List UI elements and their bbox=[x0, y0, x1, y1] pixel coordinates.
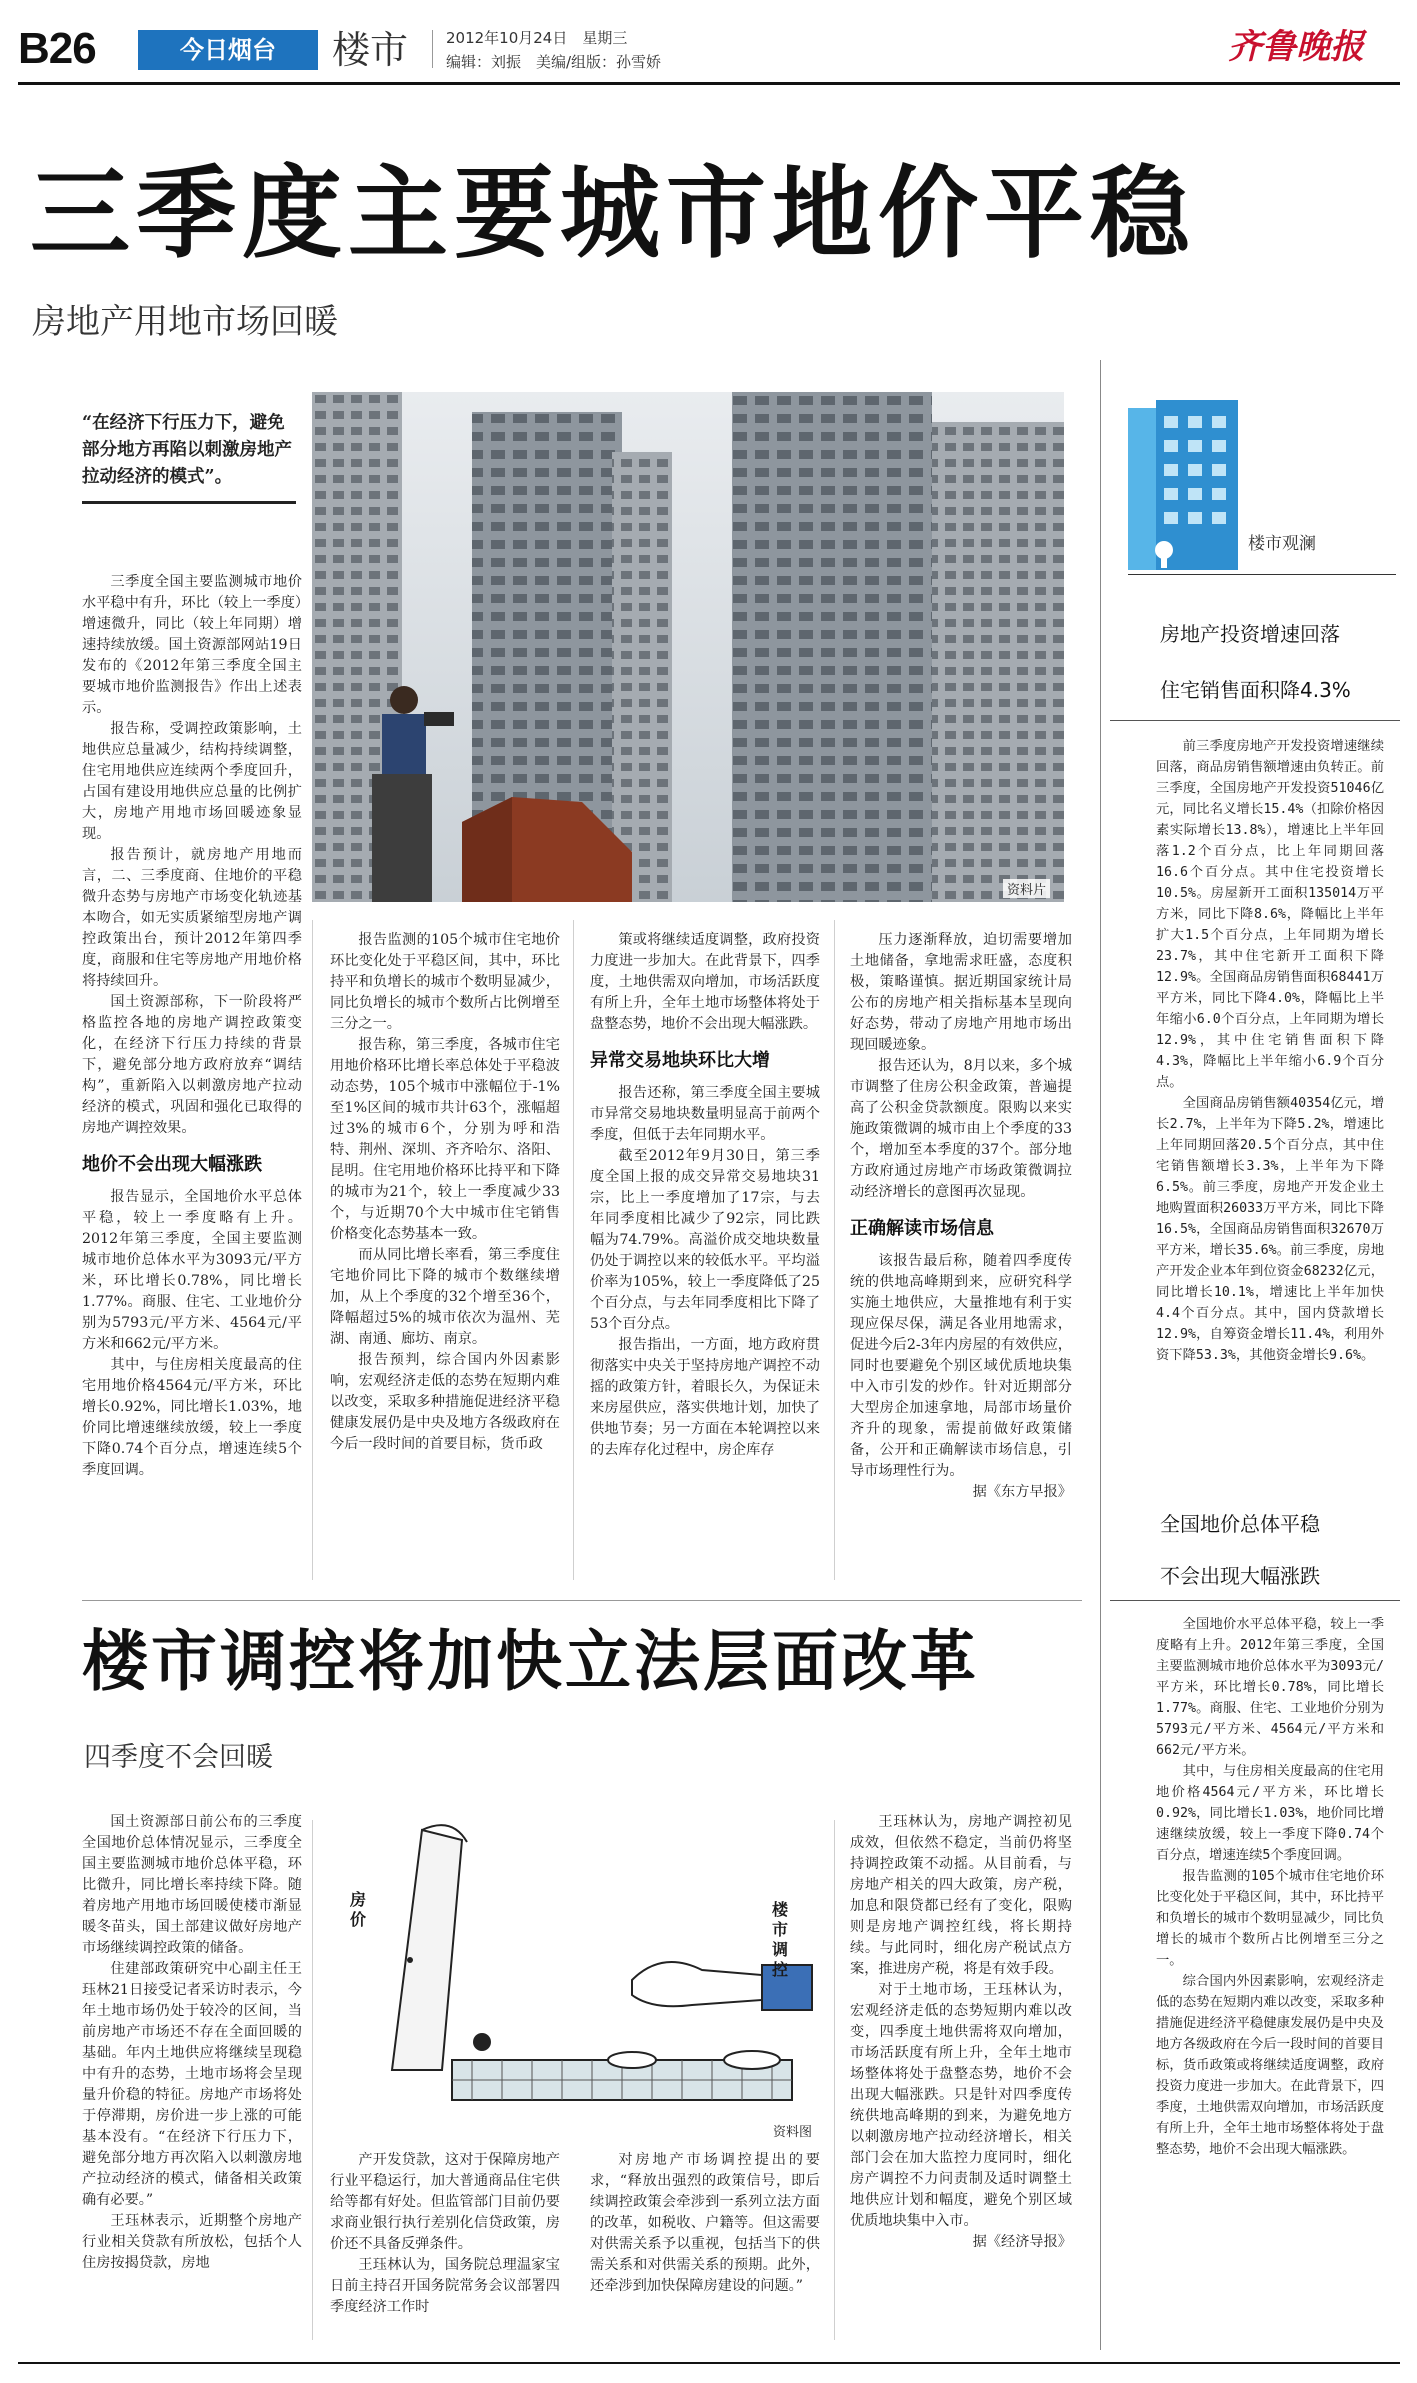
column-divider bbox=[834, 1820, 835, 2340]
paragraph: 报告还认为，8月以来，多个城市调整了住房公积金政策，普遍提高了公积金贷款额度。限购以来实施政策微调的城市由上个季度的33个，增加至本季度的37个。部分地方政府通过房地产市场政策微调拉动经济增长的意图再次显现。 bbox=[850, 1058, 1072, 1200]
editor-line: 编辑：刘振 美编/组版：孙雪娇 bbox=[446, 53, 662, 71]
section-tag: 今日烟台 bbox=[138, 30, 318, 70]
section-subhead: 正确解读市场信息 bbox=[850, 1218, 994, 1239]
paragraph: 产开发贷款，这对于保障房地产行业平稳运行，加大普通商品住宅供给等都有好处。但监管部门目前仍要求商业银行执行差别化信贷政策，房价还不具备反弹条件。 bbox=[330, 2152, 560, 2252]
paragraph: 国土资源部称，下一阶段将严格监控各地的房地产调控政策变化，在经济下行压力持续的背景下，避免部分地方政府放弃“调结构”，重新陷入以刺激房地产拉动经济的模式，巩固和强化已取得的房地产调控效果。 bbox=[82, 994, 302, 1136]
paragraph: 国土资源部日前公布的三季度全国地价总体情况显示，三季度全国主要监测城市地价总体平稳，环比微升，同比增长率持续下降。随着房地产用地市场回暖使楼市渐显暖冬苗头，国土部建议做好房地产市场继续调控政策的储备。 bbox=[82, 1814, 302, 1956]
sidebar-headline-rule bbox=[1110, 720, 1400, 721]
cartoon-label-control: 楼市调控 bbox=[772, 1900, 789, 1979]
article1-column-4 bbox=[850, 930, 1072, 1503]
article1-column-1 bbox=[82, 572, 302, 1481]
article2-top-rule bbox=[82, 1600, 1082, 1601]
column-divider bbox=[573, 920, 574, 1580]
paragraph: 报告预计，就房地产用地而言，二、三季度商、住地价的平稳微升态势与房地产市场变化轨迹基本吻合，如无实质紧缩型房地产调控政策出台，预计2012年第四季度，商服和住宅等房地产用地价格将持续回升。 bbox=[82, 847, 302, 989]
column-divider bbox=[312, 1820, 313, 2340]
building-photo-illustration bbox=[312, 392, 1064, 902]
article2-cartoon bbox=[332, 1820, 822, 2140]
sidebar-headline-2b: 不会出现大幅涨跌 bbox=[1160, 1564, 1320, 1588]
sidebar-text-2 bbox=[1156, 1614, 1384, 2160]
paragraph: 王珏林表示，近期整个房地产行业相关贷款有所放松，包括个人住房按揭贷款，房地 bbox=[82, 2213, 302, 2271]
paragraph: 全国商品房销售额40354亿元，增长2.7%，上半年为下降5.2%，增速比上年同期回落20.5个百分点，其中住宅销售额增长3.3%，上半年为下降6.5%。前三季度，房地产开发企业土地购置面积26033万平方米，同比下降16.5%，全国商品房销售面积32670万平方米，增长35.6%。前三季度，房地产开发企业本年到位资金68232亿元，同比增长10.1%，增速比上半年加快4.4个百分点。其中，国内贷款增长12.9%，自筹资金增长11.4%，利用外资下降53.3%，其他资金增长9.6%。 bbox=[1156, 1096, 1384, 1363]
article2-subhead: 四季度不会回暖 bbox=[84, 1742, 273, 1773]
source-credit: 据《经济导报》 bbox=[972, 2234, 1072, 2250]
photo-caption: 资料片 bbox=[1003, 879, 1050, 898]
paragraph: 对于土地市场，王珏林认为，宏观经济走低的态势短期内难以改变，四季度土地供需将双向增加，市场活跃度有所上升，全年土地市场整体将处于盘整态势，地价不会出现大幅涨跌。只是针对四季度传统供地高峰期的到来，为避免地方以刺激房地产拉动经济增长，相关部门会在加大监控力度同时，细化房产调控不力问责制及适时调整土地供应计划和幅度，避免个别区域优质地块集中入市。 bbox=[850, 1982, 1072, 2229]
paragraph: 报告预判，综合国内外因素影响，宏观经济走低的态势在短期内难以改变，采取多种措施促进经济平稳健康发展仍是中央及地方各级政府在今后一段时间的首要目标，货币政 bbox=[330, 1352, 560, 1452]
paragraph: 王珏林认为，房地产调控初见成效，但依然不稳定，当前仍将坚持调控政策不动摇。从目前看，与房地产相关的四大政策，房产税，加息和限贷都已经有了变化，限购则是房地产调控红线，将长期持续。与此同时，细化房产税试点方案，推进房产税，将是有效手段。 bbox=[850, 1814, 1072, 1977]
date-line: 2012年10月24日 星期三 bbox=[446, 29, 628, 47]
sidebar-divider bbox=[1100, 360, 1101, 2350]
article1-column-2 bbox=[330, 930, 560, 1455]
sidebar-headline-1a: 房地产投资增速回落 bbox=[1160, 622, 1340, 646]
paragraph: 综合国内外因素影响，宏观经济走低的态势在短期内难以改变，采取多种措施促进经济平稳健康发展仍是中央及地方各级政府在今后一段时间的首要目标，货币政策或将继续适度调整，政府投资力度进一步加大。在此背景下，四季度，土地供需双向增加，市场活跃度有所上升，全年土地市场整体将处于盘整态势，地价不会出现大幅涨跌。 bbox=[1156, 1974, 1384, 2157]
building-icon bbox=[1128, 400, 1238, 570]
paragraph: 截至2012年9月30日，第三季度全国上报的成交异常交易地块31宗，比上一季度增加了17宗，与去年同季度相比减少了92宗，同比跌幅为74.79%。高溢价成交地块数量仍处于调控以来的较低水平。平均溢价率为105%，较上一季度降低了25个百分点，与去年同季度相比下降了53个百分点。 bbox=[590, 1148, 820, 1332]
paragraph: 对房地产市场调控提出的要求，“释放出强烈的政策信号，即后续调控政策会牵涉到一系列立法方面的改革，如税收、户籍等。但这需要对供需关系予以重视，包括当下的供需关系和对供需关系的预期。此外，还牵涉到加快保障房建设的问题。” bbox=[590, 2152, 820, 2294]
section-subhead: 异常交易地块环比大增 bbox=[590, 1050, 770, 1071]
header-divider bbox=[432, 30, 433, 68]
paragraph: 报告称，受调控政策影响，土地供应总量减少，结构持续调整，住宅用地供应连续两个季度回升，占国有建设用地供应总量的比例扩大，房地产用地市场回暖迹象显现。 bbox=[82, 721, 302, 842]
paragraph: 报告称，第三季度，各城市住宅用地价格环比增长率总体处于平稳波动态势，105个城市中涨幅位于-1%至1%区间的城市共计63个，涨幅超过3%的城市6个，分别为呼和浩特、荆州、深圳、齐齐哈尔、洛阳、昆明。住宅用地价格环比持平和下降的城市为21个，较上一季度减少33个，与近期70个大中城市住宅销售价格变化态势基本一致。 bbox=[330, 1037, 560, 1242]
pull-quote-rule bbox=[82, 501, 296, 504]
column-divider bbox=[312, 920, 313, 1580]
paragraph: 报告指出，一方面，地方政府贯彻落实中央关于坚持房地产调控不动摇的政策方针，着眼长久，为保证未来房屋供应，落实供地计划，加快了供地节奏；另一方面在本轮调控以来的去库存化过程中，房企库存 bbox=[590, 1337, 820, 1458]
article1-column-3 bbox=[590, 930, 820, 1461]
paragraph: 报告还称，第三季度全国主要城市异常交易地块数量明显高于前两个季度，但低于去年同期水平。 bbox=[590, 1085, 820, 1143]
pull-quote bbox=[82, 410, 296, 504]
paragraph: 其中，与住房相关度最高的住宅用地价格4564元/平方米，环比增长0.92%，同比增长1.03%，地价同比增速继续放缓，较上一季度下降0.74个百分点，增速连续5个季度回调。 bbox=[1156, 1764, 1384, 1863]
cartoon-illustration bbox=[332, 1820, 822, 2120]
paragraph: 压力逐渐释放，迫切需要增加土地储备，拿地需求旺盛，态度积极，策略谨慎。据近期国家统计局公布的房地产相关指标基本呈现向好态势，带动了房地产用地市场出现回暖迹象。 bbox=[850, 932, 1072, 1053]
sidebar-headline-1b: 住宅销售面积降4.3% bbox=[1160, 678, 1351, 702]
paragraph: 该报告最后称，随着四季度传统的供地高峰期到来，应研究科学实施土地供应，大量推地有利于实现应保尽保，满足各业用地需求，促进今后2-3年内房屋的有效供应，同时也要避免个别区域优质地块集中入市引发的炒作。针对近期部分大型房企加速拿地，局部市场量价齐升的现象，需提前做好政策储备，公开和正确解读市场信息，引导市场理性行为。 bbox=[850, 1253, 1072, 1479]
paragraph: 王珏林认为，国务院总理温家宝日前主持召开国务院常务会议部署四季度经济工作时 bbox=[330, 2257, 560, 2315]
paragraph: 报告监测的105个城市住宅地价环比变化处于平稳区间，其中，环比持平和负增长的城市个数明显减少，同比负增长的城市个数所占比例增至三分之一。 bbox=[1156, 1869, 1384, 1968]
article1-headline: 三季度主要城市地价平稳 bbox=[30, 155, 1196, 272]
paragraph: 三季度全国主要监测城市地价水平稳中有升，环比（较上一季度）增速微升，同比（较上年同期）增速持续放缓。国土资源部网站19日发布的《2012年第三季度全国主要城市地价监测报告》作出上述表示。 bbox=[82, 574, 302, 716]
paragraph: 而从同比增长率看，第三季度住宅地价同比下降的城市个数继续增加，从上个季度的32个增至36个，降幅超过5%的城市依次为温州、芜湖、南通、廊坊、南京。 bbox=[330, 1247, 560, 1347]
article1-subhead: 房地产用地市场回暖 bbox=[32, 302, 338, 342]
sidebar-tag-rule bbox=[1128, 574, 1396, 575]
page-number: B26 bbox=[18, 24, 96, 73]
paragraph: 其中，与住房相关度最高的住宅用地价格4564元/平方米，环比增长0.92%，同比增长1.03%，地价同比增速继续放缓，较上一季度下降0.74个百分点，增速连续5个季度回调。 bbox=[82, 1357, 302, 1478]
paragraph: 报告显示，全国地价水平总体平稳，较上一季度略有上升。2012年第三季度，全国主要监测城市地价总体水平为3093元/平方米，环比增长0.78%，同比增长1.77%。商服、住宅、工业地价分别为5793元/平方米、4564元/平方米和662元/平方米。 bbox=[82, 1189, 302, 1352]
sidebar-building-icon bbox=[1128, 400, 1238, 570]
paragraph: 前三季度房地产开发投资增速继续回落，商品房销售额增速由负转正。前三季度，全国房地产开发投资51046亿元，同比名义增长15.4%（扣除价格因素实际增长13.8%），增速比上半年回落1.2个百分点，比上年同期回落16.6个百分点。其中住宅投资增长10.5%。房屋新开工面积135014万平方米，同比下降8.6%，降幅比上半年扩大1.5个百分点，上年同期为增长23.7%，其中住宅新开工面积下降12.9%。全国商品房销售面积68441万平方米，同比下降4.0%，降幅比上半年缩小6.0个百分点，上年同期为增长12.9%，其中住宅销售面积下降4.3%，降幅比上半年缩小6.9个百分点。 bbox=[1156, 739, 1384, 1090]
sidebar-headline-2a: 全国地价总体平稳 bbox=[1160, 1512, 1320, 1536]
article2-column-2 bbox=[330, 2150, 560, 2318]
article2-column-4 bbox=[850, 1812, 1072, 2253]
paragraph: 报告监测的105个城市住宅地价环比变化处于平稳区间，其中，环比持平和负增长的城市个数明显减少，同比负增长的城市个数所占比例增至三分之一。 bbox=[330, 932, 560, 1032]
section-subhead: 地价不会出现大幅涨跌 bbox=[82, 1154, 262, 1175]
article2-headline: 楼市调控将加快立法层面改革 bbox=[82, 1623, 979, 1700]
article2-column-3 bbox=[590, 2150, 820, 2297]
section-name: 楼市 bbox=[332, 28, 409, 72]
cartoon-label-price: 房价 bbox=[350, 1890, 367, 1929]
brand-logo: 齐鲁晚报 bbox=[1228, 27, 1364, 67]
paragraph: 全国地价水平总体平稳，较上一季度略有上升。2012年第三季度，全国主要监测城市地价总体水平为3093元/平方米，环比增长0.78%，同比增长1.77%。商服、住宅、工业地价分别为5793元/平方米、4564元/平方米和662元/平方米。 bbox=[1156, 1617, 1384, 1758]
footer-rule bbox=[18, 2362, 1400, 2364]
source-credit: 据《东方早报》 bbox=[972, 1484, 1072, 1500]
article1-photo bbox=[312, 392, 1064, 902]
cartoon-caption: 资料图 bbox=[772, 2125, 812, 2140]
header-rule bbox=[18, 82, 1400, 85]
column-divider bbox=[834, 920, 835, 1580]
article2-column-1 bbox=[82, 1812, 302, 2274]
paragraph: 住建部政策研究中心副主任王珏林21日接受记者采访时表示，今年土地市场仍处于较冷的区间，当前房地产市场还不存在全面回暖的基础。年内土地供应将继续呈现稳中有升的态势，土地市场将会呈现量升价稳的特征。房地产市场将处于停滞期，房价进一步上涨的可能基本没有。“在经济下行压力下，避免部分地方再次陷入以刺激房地产拉动经济的模式，储备相关政策确有必要。” bbox=[82, 1961, 302, 2208]
sidebar-text-1 bbox=[1156, 736, 1384, 1366]
paragraph: 策或将继续适度调整，政府投资力度进一步加大。在此背景下，四季度，土地供需双向增加，市场活跃度有所上升，全年土地市场整体将处于盘整态势，地价不会出现大幅涨跌。 bbox=[590, 932, 820, 1032]
pull-quote-text: “在经济下行压力下，避免部分地方再陷以刺激房地产拉动经济的模式”。 bbox=[82, 413, 292, 487]
header-bar bbox=[18, 22, 1400, 74]
sidebar-tag: 楼市观澜 bbox=[1248, 534, 1316, 554]
sidebar-headline-rule bbox=[1110, 1600, 1400, 1601]
